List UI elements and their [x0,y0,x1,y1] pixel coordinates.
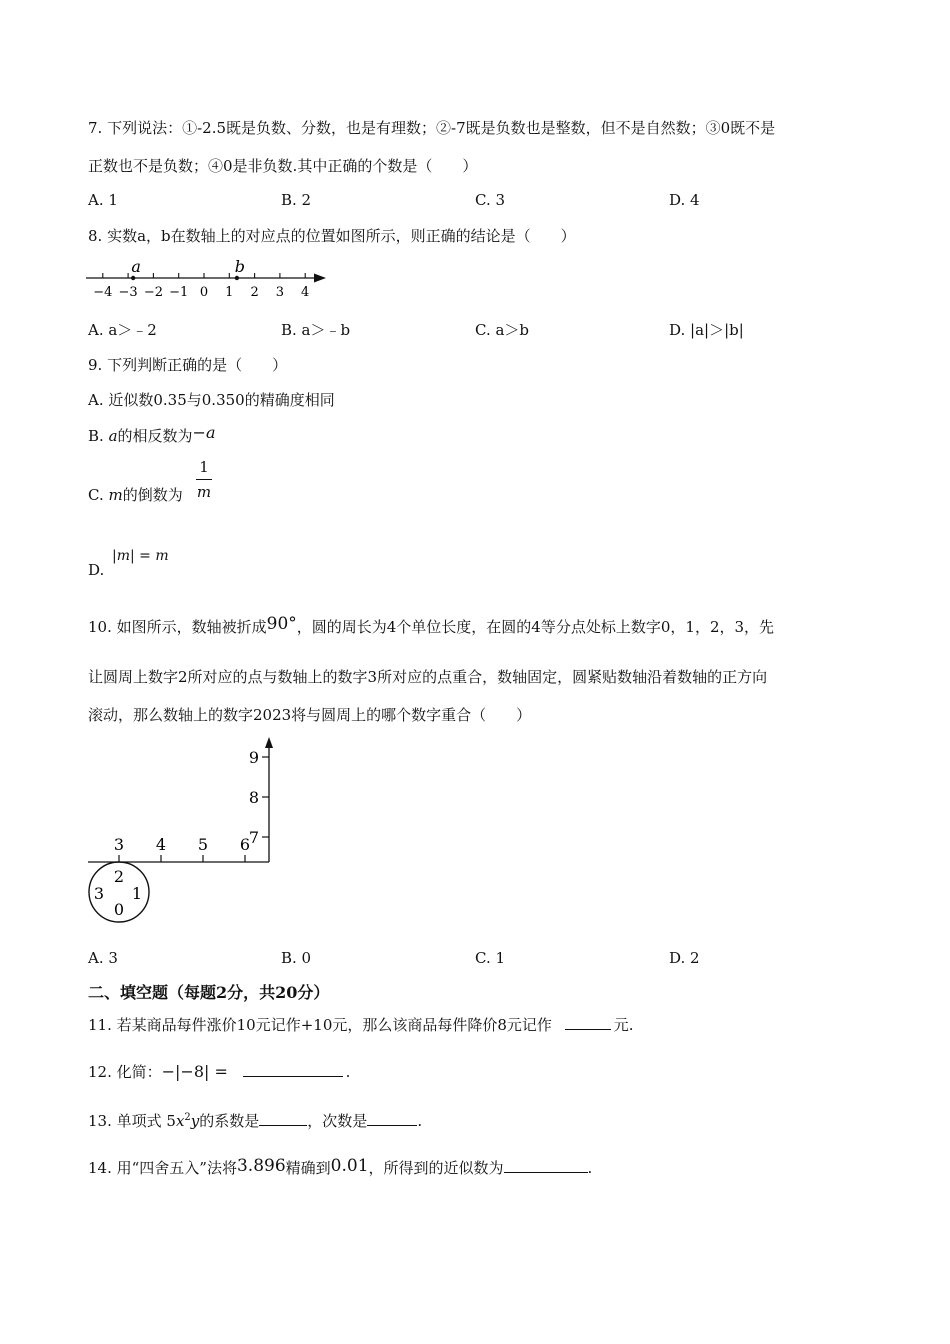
axis-arrow [265,737,273,748]
circle-label-0: 0 [113,900,125,919]
q9-c-text: 的倒数为 [122,486,183,504]
point-b-label: b [234,257,246,276]
q10-line2: 让圆周上数字2所对应的点与数轴上的数字3所对应的点重合，数轴固定，圆紧贴数轴沿着数轴的正方向 [88,668,768,686]
q11-text: 11. 若某商品每件涨价10元记作+10元，那么该商品每件降价8元记作 [88,1016,552,1034]
h-label-4: 4 [155,835,167,854]
tick-label: 3 [275,285,285,300]
q7-line2: 正数也不是负数；④0是非负数.其中正确的个数是（ ） [88,157,478,175]
tick-label: 4 [301,285,310,300]
q12-answer-blank[interactable] [243,1060,343,1077]
q9-c-var: m [108,486,123,504]
q8-option-b: B. a＞﹣b [281,321,351,339]
tick-label: −3 [118,285,138,300]
q11-answer-blank[interactable] [565,1013,611,1030]
circle-label-1: 1 [131,884,143,903]
q14-suffix: . [587,1159,593,1177]
q8-option-d: D. |a|＞|b| [669,321,744,339]
q11 [88,1013,633,1035]
tick-label: 2 [250,285,259,300]
tick-label: 1 [225,285,234,300]
q13-coefficient-blank[interactable] [259,1109,307,1126]
q14 [88,1156,592,1178]
q13-exp: 2 [184,1112,191,1123]
q9-c-numerator: 1 [199,458,209,476]
v-label-9: 9 [248,748,259,767]
h-label-6: 6 [239,835,251,854]
q7-option-c: C. 3 [475,191,506,209]
q12-suffix: . [345,1063,351,1081]
q13-mid1: 的系数是 [199,1112,260,1130]
point-b-dot [235,276,239,280]
tick-label: −1 [169,285,189,300]
q14-pre: 14. 用“四舍五入”法将 [88,1159,237,1177]
q9-c-fraction [195,458,213,501]
q10-figure [80,736,280,928]
q8-stem: 8. 实数a，b在数轴上的对应点的位置如图所示，则正确的结论是（ ） [88,227,576,245]
q14-post: ，所得到的近似数为 [368,1159,504,1177]
q10-line1-post: ，圆的周长为4个单位长度，在圆的4等分点处标上数字0，1，2，3，先 [296,618,775,636]
q13-mid2: ，次数是 [307,1112,368,1130]
tick-label: 0 [199,285,209,300]
q13-coef: 5 [166,1112,176,1130]
q9-option-d-formula: |m| = m [112,548,169,564]
point-a-label: a [131,257,141,276]
q12 [88,1060,350,1082]
q9-b-prefix: B. [88,427,104,445]
q10-line3: 滚动，那么数轴上的数字2023将与圆周上的哪个数字重合（ ） [88,706,532,724]
q14-prec: 0.01 [330,1156,369,1176]
q9-c-prefix: C. [88,486,104,504]
q9-option-d-prefix: D. [88,561,105,579]
q9-stem: 9. 下列判断正确的是（ ） [88,356,288,374]
q12-text: 12. 化简： [88,1063,162,1081]
q8-option-c: C. a＞b [475,321,530,339]
q10-option-b: B. 0 [281,949,312,967]
q12-formula: −|−8| = [161,1062,228,1081]
q13-var-x: x [175,1112,185,1130]
h-label-3: 3 [113,835,125,854]
q9-c-denominator: m [196,483,212,501]
q14-num: 3.896 [236,1156,286,1176]
q8-option-a: A. a＞﹣2 [88,321,157,339]
v-label-8: 8 [248,788,259,807]
q13-pre: 13. 单项式 [88,1112,162,1130]
q13-degree-blank[interactable] [367,1109,417,1126]
q13 [88,1108,422,1131]
q9-b-var: a [108,427,118,445]
q10-angle: 90° [266,614,297,634]
q9-b-text: 的相反数为 [117,427,193,445]
h-label-5: 5 [197,835,209,854]
q7-option-a: A. 1 [88,191,118,209]
q7-option-b: B. 2 [281,191,312,209]
q10-line1 [88,614,775,637]
q9-option-c [88,485,183,505]
q9-option-b [88,423,216,446]
section2-heading: 二、填空题（每题2分，共20分） [88,983,330,1002]
q10-option-c: C. 1 [475,949,506,967]
q10-line1-pre: 10. 如图所示，数轴被折成 [88,618,267,636]
q14-mid: 精确到 [285,1159,331,1177]
q7-line1: 7. 下列说法：①-2.5既是负数、分数，也是有理数；②-7既是负数也是整数，但不是自然数；③0既不是 [88,119,776,137]
q8-number-line [84,254,334,304]
fraction-bar [196,479,212,480]
circle-label-3: 3 [93,884,105,903]
q11-suffix: 元. [613,1016,634,1034]
v-label-7: 7 [248,828,259,847]
point-a-dot [131,276,135,280]
q9-option-a: A. 近似数0.35与0.350的精确度相同 [88,391,335,409]
q10-option-a: A. 3 [88,949,118,967]
q7-option-d: D. 4 [669,191,700,209]
tick-label: −2 [143,285,163,300]
q9-b-formula: −a [192,423,216,442]
tick-label: −4 [93,285,113,300]
q13-var-y: y [190,1112,200,1130]
q13-suffix: . [417,1112,423,1130]
q14-answer-blank[interactable] [504,1156,588,1173]
circle-label-2: 2 [113,867,125,886]
q10-option-d: D. 2 [669,949,700,967]
